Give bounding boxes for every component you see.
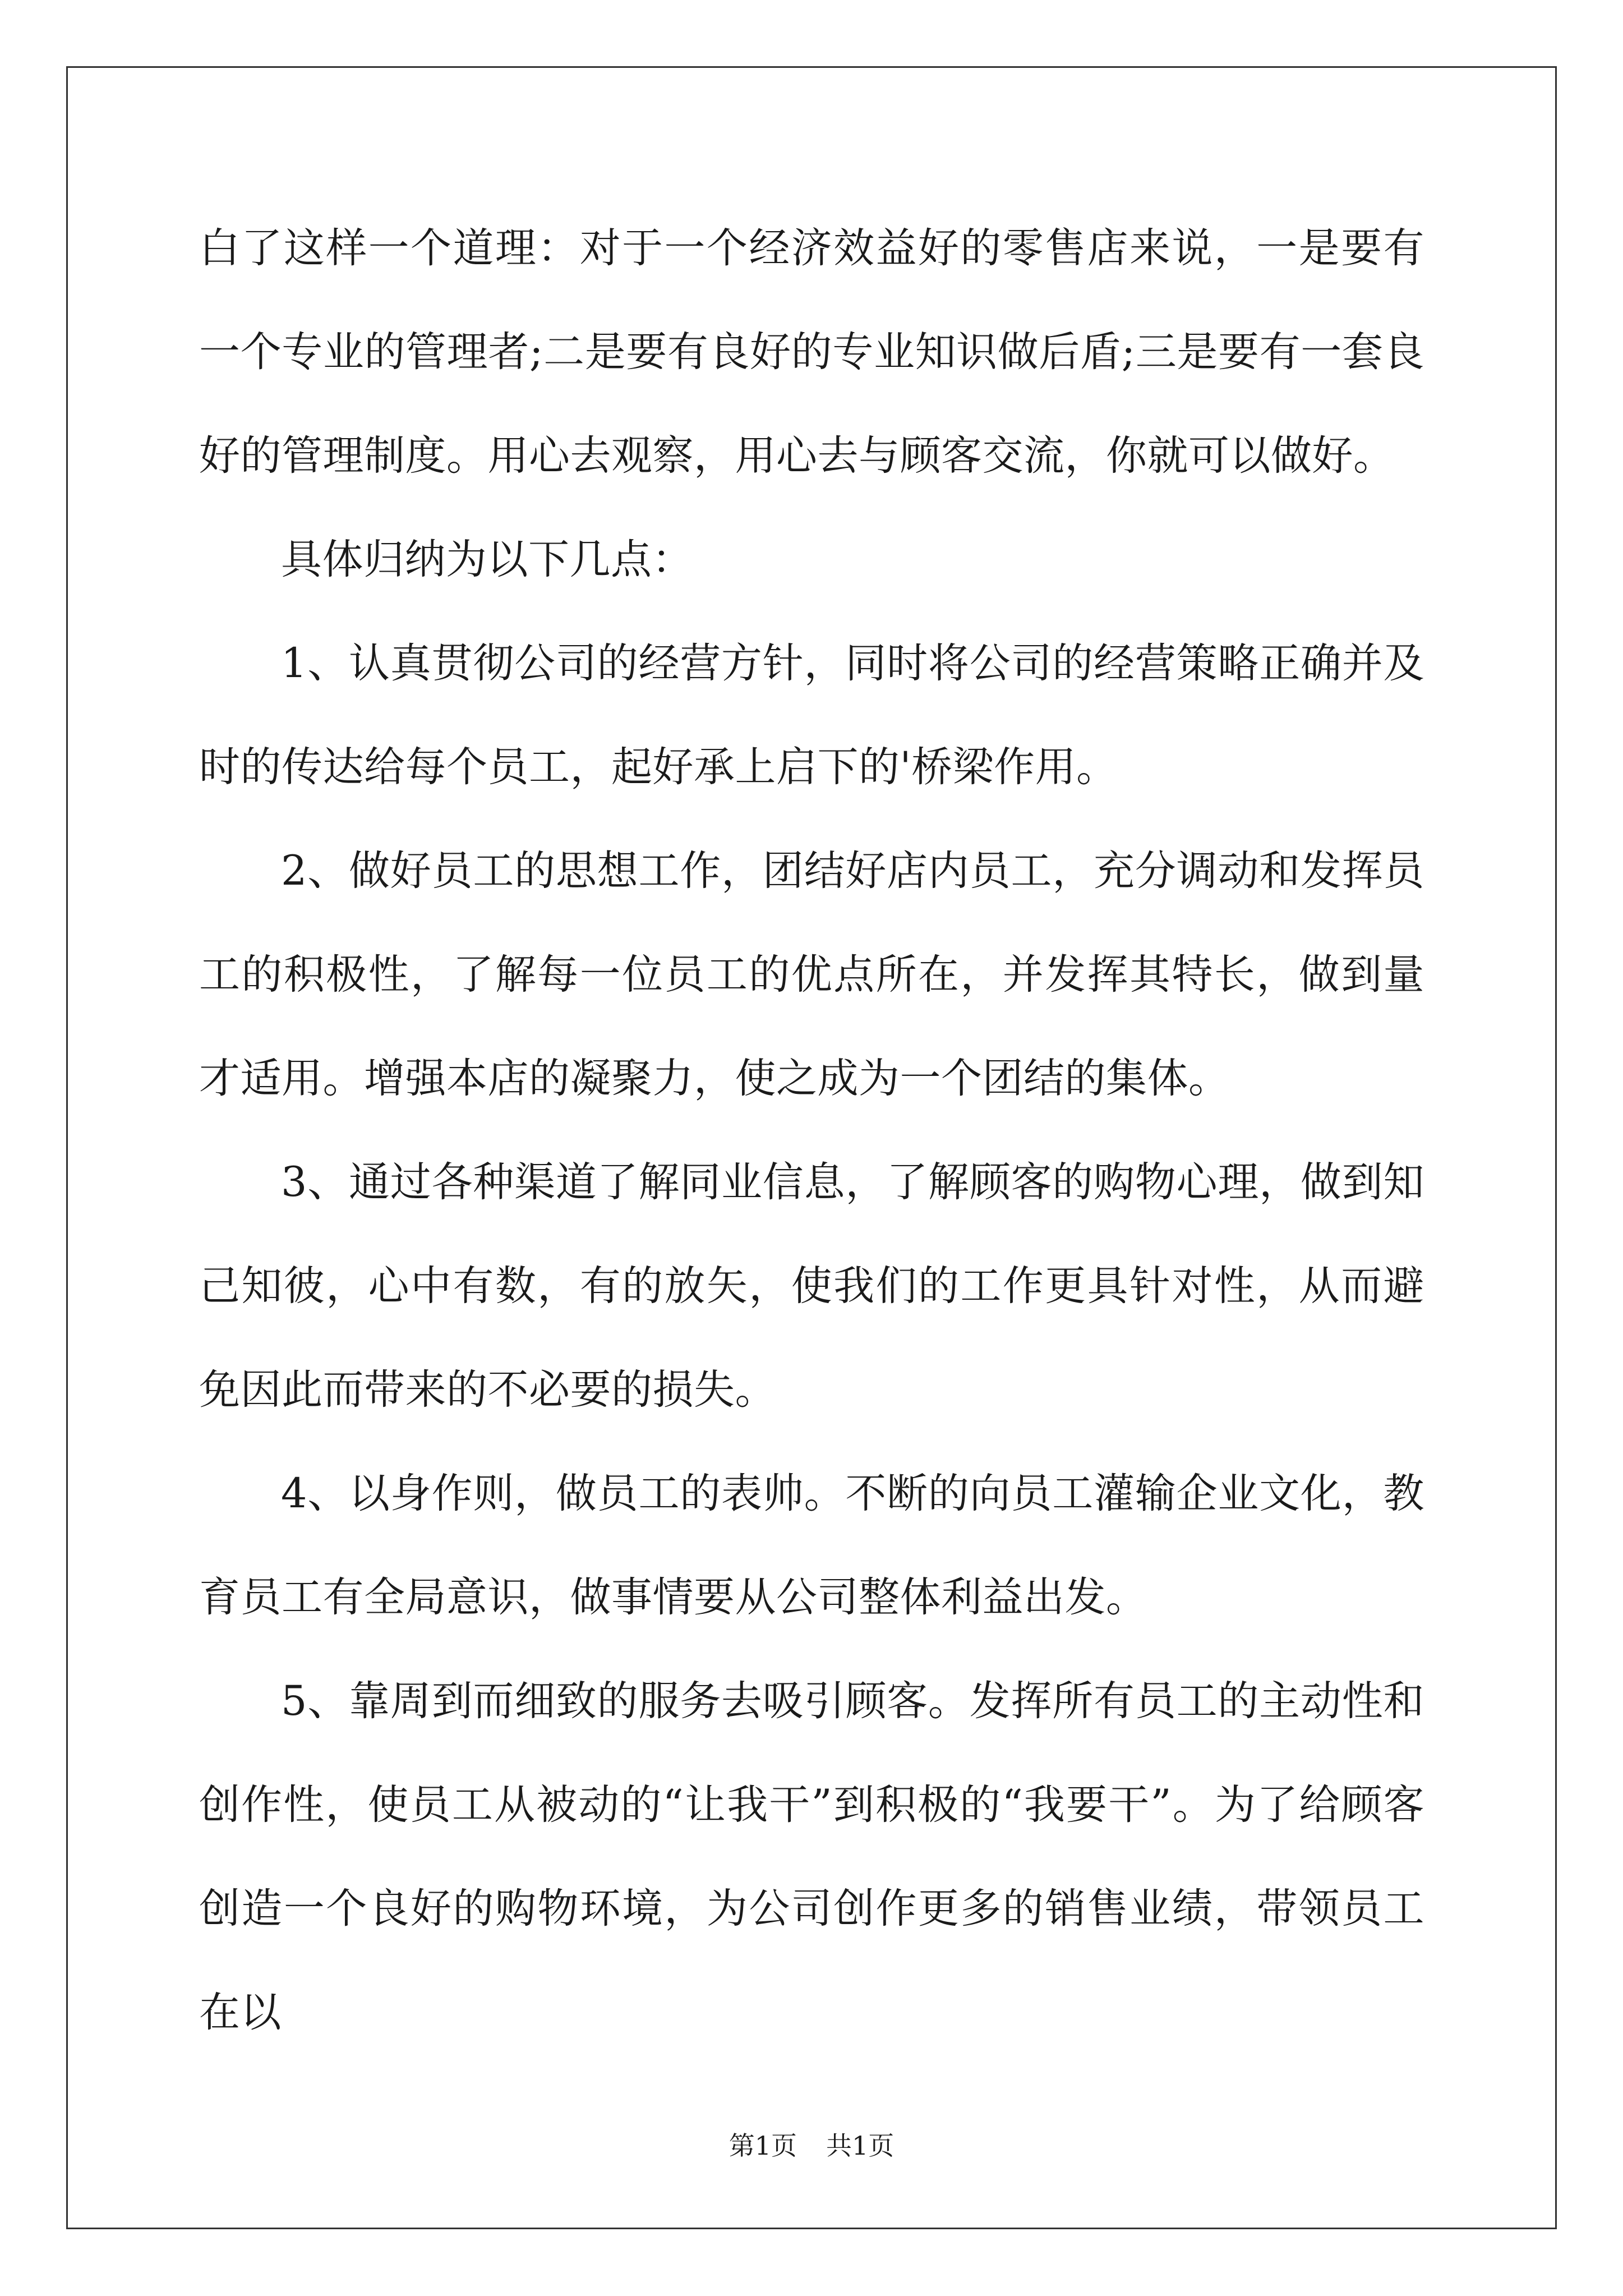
page-footer xyxy=(0,2129,1623,2162)
document-body xyxy=(199,196,1424,2064)
paragraph-intro: 白了这样一个道理：对于一个经济效益好的零售店来说，一是要有一个专业的管理者;二是要有良好的专业知识做后盾;三是要有一套良好的管理制度。用心去观察，用心去与顾客交流，你就可以做好。 xyxy=(199,224,1424,480)
paragraph-point-5: 5、靠周到而细致的服务去吸引顾客。发挥所有员工的主动性和创作性，使员工从被动的“让我干”到积极的“我要干”。为了给顾客创造一个良好的购物环境，为公司创作更多的销售业绩，带领员工在以 xyxy=(199,1677,1424,2036)
paragraph-point-1: 1、认真贯彻公司的经营方针，同时将公司的经营策略正确并及时的传达给每个员工，起好承上启下的'桥梁作用。 xyxy=(199,639,1424,791)
paragraph-point-4: 4、以身作则，做员工的表帅。不断的向员工灌输企业文化，教育员工有全局意识，做事情要从公司整体利益出发。 xyxy=(199,1470,1424,1621)
paragraph-point-3: 3、通过各种渠道了解同业信息，了解顾客的购物心理，做到知己知彼，心中有数，有的放矢，使我们的工作更具针对性，从而避免因此而带来的不必要的损失。 xyxy=(199,1158,1424,1414)
page-number-total: 共1页 xyxy=(826,2131,895,2161)
page-number-current: 第1页 xyxy=(728,2131,797,2161)
paragraph-point-2: 2、做好员工的思想工作，团结好店内员工，充分调动和发挥员工的积极性，了解每一位员工的优点所在，并发挥其特长，做到量才适用。增强本店的凝聚力，使之成为一个团结的集体。 xyxy=(199,847,1424,1102)
paragraph-summary-heading: 具体归纳为以下几点： xyxy=(281,536,693,583)
